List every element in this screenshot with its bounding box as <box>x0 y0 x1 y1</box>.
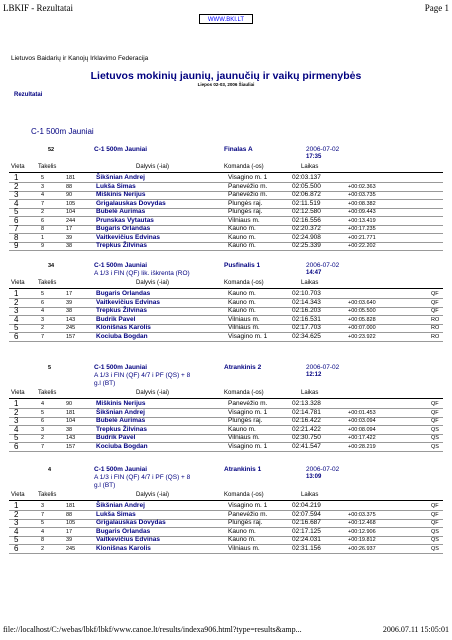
bib-number: 181 <box>66 409 76 416</box>
lane: 8 <box>41 226 45 232</box>
lane: 2 <box>41 325 45 331</box>
position: 1 <box>14 399 19 408</box>
team-name: Vilniaus m. <box>228 324 260 331</box>
qualification: QF <box>431 308 439 314</box>
col-team: Komanda (-os) <box>224 492 264 498</box>
athlete-name: Trepkus Žilvinas <box>96 425 147 433</box>
finish-time: 02:17.703 <box>292 324 321 331</box>
lane: 2 <box>41 545 45 552</box>
bib-number: 17 <box>66 528 73 535</box>
col-lane: Takelis <box>38 390 57 396</box>
row-divider <box>9 451 443 452</box>
col-participant: Dalyvis (-iai) <box>136 280 169 286</box>
bib-number: 88 <box>66 511 73 518</box>
time-behind: +00:01.453 <box>348 409 376 416</box>
finish-time: 02:10.703 <box>292 290 321 297</box>
race-rule-extra: g.l (BT) <box>94 380 116 387</box>
time-behind: +00:17.235 <box>348 226 376 232</box>
athlete-name: Klonišnas Karolis <box>96 544 151 552</box>
athlete-name: Vaitkevičius Edvinas <box>96 298 160 306</box>
position: 5 <box>14 323 19 332</box>
finish-time: 02:11.519 <box>292 199 321 207</box>
finish-time: 02:30.750 <box>292 434 321 441</box>
race-date: 2006-07-02 <box>306 146 340 153</box>
lane: 6 <box>41 418 45 424</box>
position: 2 <box>14 297 19 307</box>
federation-name: Lietuvos Baidarių ir Kanojų Irklavimo Federacija <box>11 55 149 62</box>
column-headers <box>0 164 452 172</box>
qualification: RO <box>431 325 440 331</box>
race-date: 2006-07-02 <box>306 466 340 473</box>
col-time: Laikas <box>301 492 319 498</box>
position: 1 <box>14 289 19 298</box>
lane: 8 <box>41 537 45 543</box>
finish-time: 02:05.500 <box>292 182 321 190</box>
lane: 6 <box>41 299 45 306</box>
print-page-number: Page 1 <box>424 3 449 13</box>
race-time: 12:12 <box>306 372 322 378</box>
position: 6 <box>14 441 19 451</box>
position: 1 <box>14 173 19 182</box>
time-behind: +00:05.828 <box>348 316 376 323</box>
col-participant: Dalyvis (-iai) <box>136 164 169 170</box>
qualification: QS <box>431 545 439 552</box>
time-behind: +00:03.735 <box>348 192 376 198</box>
bib-number: 244 <box>66 217 76 224</box>
finish-time: 02:34.625 <box>292 332 321 340</box>
race-time: 14:47 <box>306 270 322 276</box>
lane: 4 <box>41 192 45 198</box>
time-behind: +00:19.812 <box>348 537 376 543</box>
qualification: QF <box>431 520 439 526</box>
position: 2 <box>14 181 19 191</box>
qualification: QS <box>431 528 439 535</box>
team-name: Kauno m. <box>228 233 256 241</box>
event-date-location: Liepos 02-03, 2006 Šiauliai <box>197 82 255 87</box>
qualification: RO <box>431 333 440 340</box>
finish-time: 02:03.137 <box>292 174 321 181</box>
position: 3 <box>14 306 19 315</box>
athlete-name: Klonišnas Karolis <box>96 324 151 331</box>
bib-number: 38 <box>66 243 73 249</box>
team-name: Visagino m. 1 <box>228 442 268 450</box>
finish-time: 02:24.908 <box>292 233 321 241</box>
team-name: Plungės raj. <box>228 208 263 215</box>
athlete-name: Kociuba Bogdan <box>96 332 148 340</box>
col-time: Laikas <box>301 390 319 396</box>
race-phase: Pusfinalis 1 <box>224 262 261 269</box>
qualification: QF <box>431 291 439 297</box>
lane: 2 <box>41 209 45 215</box>
col-team: Komanda (-os) <box>224 390 264 396</box>
time-behind: +00:21.771 <box>348 234 376 241</box>
bib-number: 143 <box>66 435 76 441</box>
race-time: 13:09 <box>306 474 322 480</box>
bib-number: 105 <box>66 200 76 207</box>
lane: 4 <box>41 308 45 314</box>
column-headers <box>0 390 452 398</box>
column-headers <box>0 492 452 500</box>
time-behind: +00:03.094 <box>348 418 376 424</box>
col-position: Vieta <box>11 164 25 170</box>
bib-number: 17 <box>66 226 73 232</box>
race-event: C-1 500m Jauniai <box>94 262 148 269</box>
athlete-name: Lukša Simas <box>96 510 136 518</box>
position: 4 <box>14 198 19 208</box>
qualification: QF <box>431 503 439 509</box>
row-divider <box>9 250 443 251</box>
race-phase: Atrankinis 1 <box>224 466 262 473</box>
position: 2 <box>14 509 19 519</box>
header-rule <box>9 172 443 173</box>
time-behind: +00:03.375 <box>348 511 376 518</box>
position: 3 <box>14 190 19 199</box>
time-behind: +00:08.382 <box>348 200 376 207</box>
athlete-name: Šikšnian Andrej <box>96 502 145 509</box>
col-participant: Dalyvis (-iai) <box>136 390 169 396</box>
team-name: Plungės raj. <box>228 519 263 526</box>
time-behind: +00:28.219 <box>348 443 376 450</box>
print-header-title: LBKIF - Rezultatai <box>3 3 73 13</box>
header-rule <box>9 398 443 399</box>
category-title: C-1 500m Jauniai <box>31 127 94 136</box>
time-behind: +00:22.202 <box>348 243 376 249</box>
athlete-name: Bugaris Orlandas <box>96 225 151 232</box>
bib-number: 17 <box>66 291 73 297</box>
finish-time: 02:14.343 <box>292 298 321 306</box>
col-lane: Takelis <box>38 280 57 286</box>
column-headers <box>0 280 452 288</box>
team-name: Vilniaus m. <box>228 216 260 224</box>
athlete-name: Bubelė Aurimas <box>96 208 146 215</box>
col-lane: Takelis <box>38 164 57 170</box>
position: 2 <box>14 407 19 417</box>
lane: 9 <box>41 243 45 249</box>
race-event: C-1 500m Jauniai <box>94 146 148 153</box>
athlete-name: Vaitkevičius Edvinas <box>96 233 160 241</box>
athlete-name: Miškinis Nerijus <box>96 191 146 198</box>
team-name: Kauno m. <box>228 527 256 535</box>
position: 5 <box>14 535 19 544</box>
qualification: QS <box>431 443 439 450</box>
time-behind: +00:13.419 <box>348 217 376 224</box>
lane: 4 <box>41 528 45 535</box>
position: 6 <box>14 331 19 341</box>
print-footer-datetime: 2006.07.11 15:05:01 <box>382 625 449 634</box>
qualification: QF <box>431 401 439 407</box>
bib-number: 104 <box>66 209 76 215</box>
bib-number: 39 <box>66 299 73 306</box>
time-behind: +00:26.937 <box>348 545 376 552</box>
qualification: QF <box>431 299 439 306</box>
position: 3 <box>14 416 19 425</box>
finish-time: 02:14.781 <box>292 408 321 416</box>
finish-time: 02:41.547 <box>292 442 321 450</box>
time-behind: +00:09.443 <box>348 209 376 215</box>
athlete-name: Šikšnian Andrej <box>96 408 145 416</box>
finish-time: 02:12.580 <box>292 208 321 215</box>
bib-number: 88 <box>66 183 73 190</box>
time-behind: +00:07.000 <box>348 325 376 331</box>
col-time: Laikas <box>301 164 319 170</box>
lane: 3 <box>41 316 45 323</box>
col-time: Laikas <box>301 280 319 286</box>
team-name: Panevėžio m. <box>228 510 268 518</box>
bib-number: 245 <box>66 545 76 552</box>
position: 4 <box>14 424 19 434</box>
race-phase: Finalas A <box>224 146 253 153</box>
position: 5 <box>14 207 19 216</box>
col-position: Vieta <box>11 492 25 498</box>
race-time: 17:35 <box>306 154 322 160</box>
time-behind: +00:05.500 <box>348 308 376 314</box>
bib-number: 181 <box>66 503 76 509</box>
col-lane: Takelis <box>38 492 57 498</box>
team-name: Kauno m. <box>228 242 256 249</box>
lane: 7 <box>41 443 45 450</box>
position: 6 <box>14 543 19 553</box>
team-name: Kauno m. <box>228 425 256 433</box>
time-behind: +00:17.422 <box>348 435 376 441</box>
site-link[interactable]: WWW.BKI.LT <box>199 14 253 24</box>
race-date: 2006-07-02 <box>306 262 340 269</box>
finish-time: 02:04.219 <box>292 502 321 509</box>
lane: 3 <box>41 426 45 433</box>
finish-time: 02:25.339 <box>292 242 321 249</box>
team-name: Kauno m. <box>228 290 256 297</box>
bib-number: 90 <box>66 401 73 407</box>
position: 9 <box>14 241 19 250</box>
position: 4 <box>14 526 19 536</box>
time-behind: +00:02.363 <box>348 183 376 190</box>
athlete-name: Trepkus Žilvinas <box>96 307 147 314</box>
row-divider <box>9 341 443 342</box>
team-name: Vilniaus m. <box>228 544 260 552</box>
time-behind: +00:23.922 <box>348 333 376 340</box>
bib-number: 39 <box>66 537 73 543</box>
print-footer-url: file://localhost/C:/webas/lbkf/lbkf/www.canoe.lt/results/indexa906.html?type=results&amp... <box>3 625 302 634</box>
lane: 1 <box>41 234 45 241</box>
qualification: QS <box>431 426 439 433</box>
athlete-name: Vaitkevičius Edvinas <box>96 536 160 543</box>
position: 8 <box>14 232 19 242</box>
finish-time: 02:20.372 <box>292 225 321 232</box>
finish-time: 02:07.594 <box>292 510 321 518</box>
race-date: 2006-07-02 <box>306 364 340 371</box>
lane: 7 <box>41 511 45 518</box>
lane: 3 <box>41 183 45 190</box>
athlete-name: Bugaris Orlandas <box>96 527 151 535</box>
time-behind: +00:12.906 <box>348 528 376 535</box>
race-rule: A 1/3 i FIN (QF) lik. iškrenta (RO) <box>94 270 190 277</box>
lane: 4 <box>41 401 45 407</box>
finish-time: 02:06.872 <box>292 191 321 198</box>
bib-number: 245 <box>66 325 76 331</box>
team-name: Plungės raj. <box>228 199 263 207</box>
position: 5 <box>14 433 19 442</box>
qualification: QF <box>431 409 439 416</box>
finish-time: 02:16.422 <box>292 417 321 424</box>
lane: 3 <box>41 503 45 509</box>
finish-time: 02:16.531 <box>292 315 321 323</box>
race-number: 34 <box>48 263 55 269</box>
lane: 5 <box>41 175 45 181</box>
qualification: QF <box>431 511 439 518</box>
results-label: Rezultatai <box>14 92 43 98</box>
finish-time: 02:31.156 <box>292 544 321 552</box>
position: 3 <box>14 518 19 527</box>
row-divider <box>9 553 443 554</box>
position: 1 <box>14 501 19 510</box>
team-name: Panevėžio m. <box>228 182 268 190</box>
race-number: 5 <box>48 365 52 371</box>
col-position: Vieta <box>11 280 25 286</box>
lane: 5 <box>41 291 45 297</box>
athlete-name: Grigalauskas Dovydas <box>96 519 166 526</box>
header-rule <box>9 288 443 289</box>
time-behind: +00:03.640 <box>348 299 376 306</box>
team-name: Panevėžio m. <box>228 191 268 198</box>
athlete-name: Bubelė Aurimas <box>96 417 146 424</box>
bib-number: 90 <box>66 192 73 198</box>
race-number: 52 <box>48 147 55 153</box>
race-rule-extra: g.l (BT) <box>94 482 116 489</box>
athlete-name: Lukša Simas <box>96 182 136 190</box>
time-behind: +00:08.094 <box>348 426 376 433</box>
bib-number: 104 <box>66 418 76 424</box>
athlete-name: Trepkus Žilvinas <box>96 242 147 249</box>
qualification: QS <box>431 537 439 543</box>
qualification: RO <box>431 316 440 323</box>
print-header <box>3 3 449 13</box>
finish-time: 02:17.125 <box>292 527 321 535</box>
team-name: Vilniaus m. <box>228 315 260 323</box>
col-participant: Dalyvis (-iai) <box>136 492 169 498</box>
bib-number: 105 <box>66 520 76 526</box>
race-phase: Atrankinis 2 <box>224 364 262 371</box>
bib-number: 157 <box>66 333 76 340</box>
col-team: Komanda (-os) <box>224 164 264 170</box>
athlete-name: Prunskas Vytautas <box>96 216 154 224</box>
team-name: Kauno m. <box>228 225 256 232</box>
athlete-name: Budrik Pavel <box>96 315 136 323</box>
team-name: Kauno m. <box>228 298 256 306</box>
team-name: Vilniaus m. <box>228 434 260 441</box>
lane: 2 <box>41 435 45 441</box>
finish-time: 02:21.422 <box>292 425 321 433</box>
lane: 6 <box>41 217 45 224</box>
bib-number: 39 <box>66 234 73 241</box>
race-rule: A 1/3 i FIN (QF) 4/7 i PF (QS) + 8 <box>94 372 191 379</box>
lane: 7 <box>41 200 45 207</box>
finish-time: 02:16.687 <box>292 519 321 526</box>
team-name: Kauno m. <box>228 307 256 314</box>
finish-time: 02:16.556 <box>292 216 321 224</box>
page-title: Lietuvos mokinių jaunių, jaunučių ir vaikų pirmenybės <box>90 70 362 82</box>
header-rule <box>9 500 443 501</box>
bib-number: 181 <box>66 175 76 181</box>
team-name: Visagino m. 1 <box>228 408 268 416</box>
team-name: Panevėžio m. <box>228 400 268 407</box>
qualification: QF <box>431 418 439 424</box>
race-event: C-1 500m Jauniai <box>94 364 148 371</box>
lane: 7 <box>41 333 45 340</box>
team-name: Plungės raj. <box>228 417 263 424</box>
team-name: Visagino m. 1 <box>228 174 268 181</box>
col-position: Vieta <box>11 390 25 396</box>
athlete-name: Budrik Pavel <box>96 434 136 441</box>
bib-number: 38 <box>66 308 73 314</box>
team-name: Kauno m. <box>228 536 256 543</box>
athlete-name: Grigalauskas Dovydas <box>96 199 166 207</box>
lane: 5 <box>41 409 45 416</box>
time-behind: +00:12.468 <box>348 520 376 526</box>
finish-time: 02:13.328 <box>292 400 321 407</box>
team-name: Visagino m. 1 <box>228 502 268 509</box>
athlete-name: Šikšnian Andrej <box>96 174 145 181</box>
col-team: Komanda (-os) <box>224 280 264 286</box>
position: 4 <box>14 314 19 324</box>
athlete-name: Bugaris Orlandas <box>96 290 151 297</box>
position: 7 <box>14 224 19 233</box>
athlete-name: Miškinis Nerijus <box>96 400 146 407</box>
finish-time: 02:16.203 <box>292 307 321 314</box>
bib-number: 157 <box>66 443 76 450</box>
race-rule: A 1/3 i FIN (QF) 4/7 i PF (QS) + 8 <box>94 474 191 481</box>
finish-time: 02:24.031 <box>292 536 321 543</box>
lane: 5 <box>41 520 45 526</box>
race-number: 4 <box>48 467 52 473</box>
bib-number: 38 <box>66 426 73 433</box>
qualification: QS <box>431 435 439 441</box>
race-event: C-1 500m Jauniai <box>94 466 148 473</box>
team-name: Visagino m. 1 <box>228 332 268 340</box>
athlete-name: Kociuba Bogdan <box>96 442 148 450</box>
bib-number: 143 <box>66 316 76 323</box>
position: 6 <box>14 215 19 225</box>
